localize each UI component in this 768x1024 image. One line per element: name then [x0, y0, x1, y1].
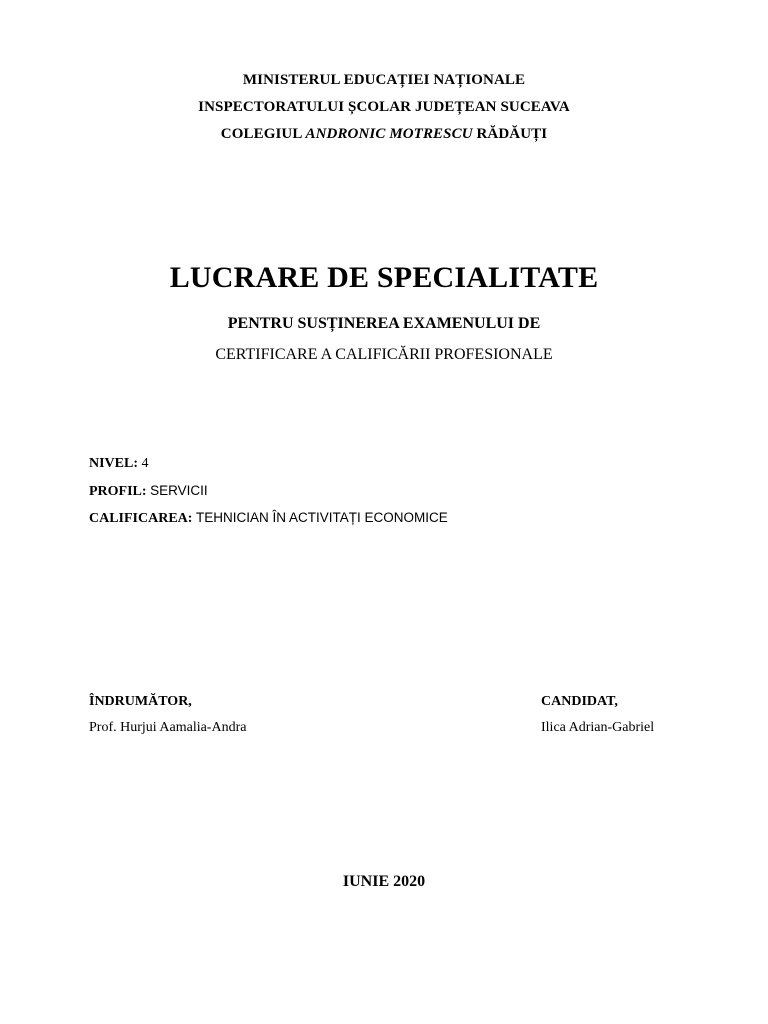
- profile-label: PROFIL:: [89, 484, 147, 499]
- supervisor-label: ÎNDRUMĂTOR,: [89, 694, 192, 709]
- candidate-name: Ilica Adrian-Gabriel: [541, 720, 655, 735]
- candidate-label: CANDIDAT,: [541, 694, 618, 709]
- document-date: IUNIE 2020: [342, 873, 426, 890]
- qualification-value: TEHNICIAN ÎN ACTIVITAȚI ECONOMICE: [195, 510, 448, 525]
- inspectorate-line: INSPECTORATULUI ȘCOLAR JUDEȚEAN SUCEAVA: [198, 99, 570, 115]
- college-line: [0, 126, 768, 143]
- level-label: NIVEL:: [89, 456, 139, 471]
- college-prefix: COLEGIUL: [220, 126, 306, 142]
- qualification-row: [89, 510, 448, 527]
- ministry-line: MINISTERUL EDUCAȚIEI NAȚIONALE: [242, 72, 526, 88]
- profile-value: SERVICII: [150, 483, 208, 498]
- college-name: ANDRONIC MOTRESCU: [305, 126, 473, 142]
- subtitle-line-2: CERTIFICARE A CALIFICĂRII PROFESIONALE: [215, 346, 553, 363]
- qualification-label: CALIFICAREA:: [89, 511, 193, 526]
- subtitle-line-1: PENTRU SUSȚINEREA EXAMENULUI DE: [227, 315, 541, 332]
- college-city: RĂDĂUȚI: [472, 126, 548, 142]
- level-value: 4: [141, 456, 149, 471]
- supervisor-name: Prof. Hurjui Aamalia-Andra: [89, 720, 247, 735]
- document-title: LUCRARE DE SPECIALITATE: [169, 261, 599, 294]
- profile-row: [89, 483, 208, 500]
- level-row: [89, 456, 149, 472]
